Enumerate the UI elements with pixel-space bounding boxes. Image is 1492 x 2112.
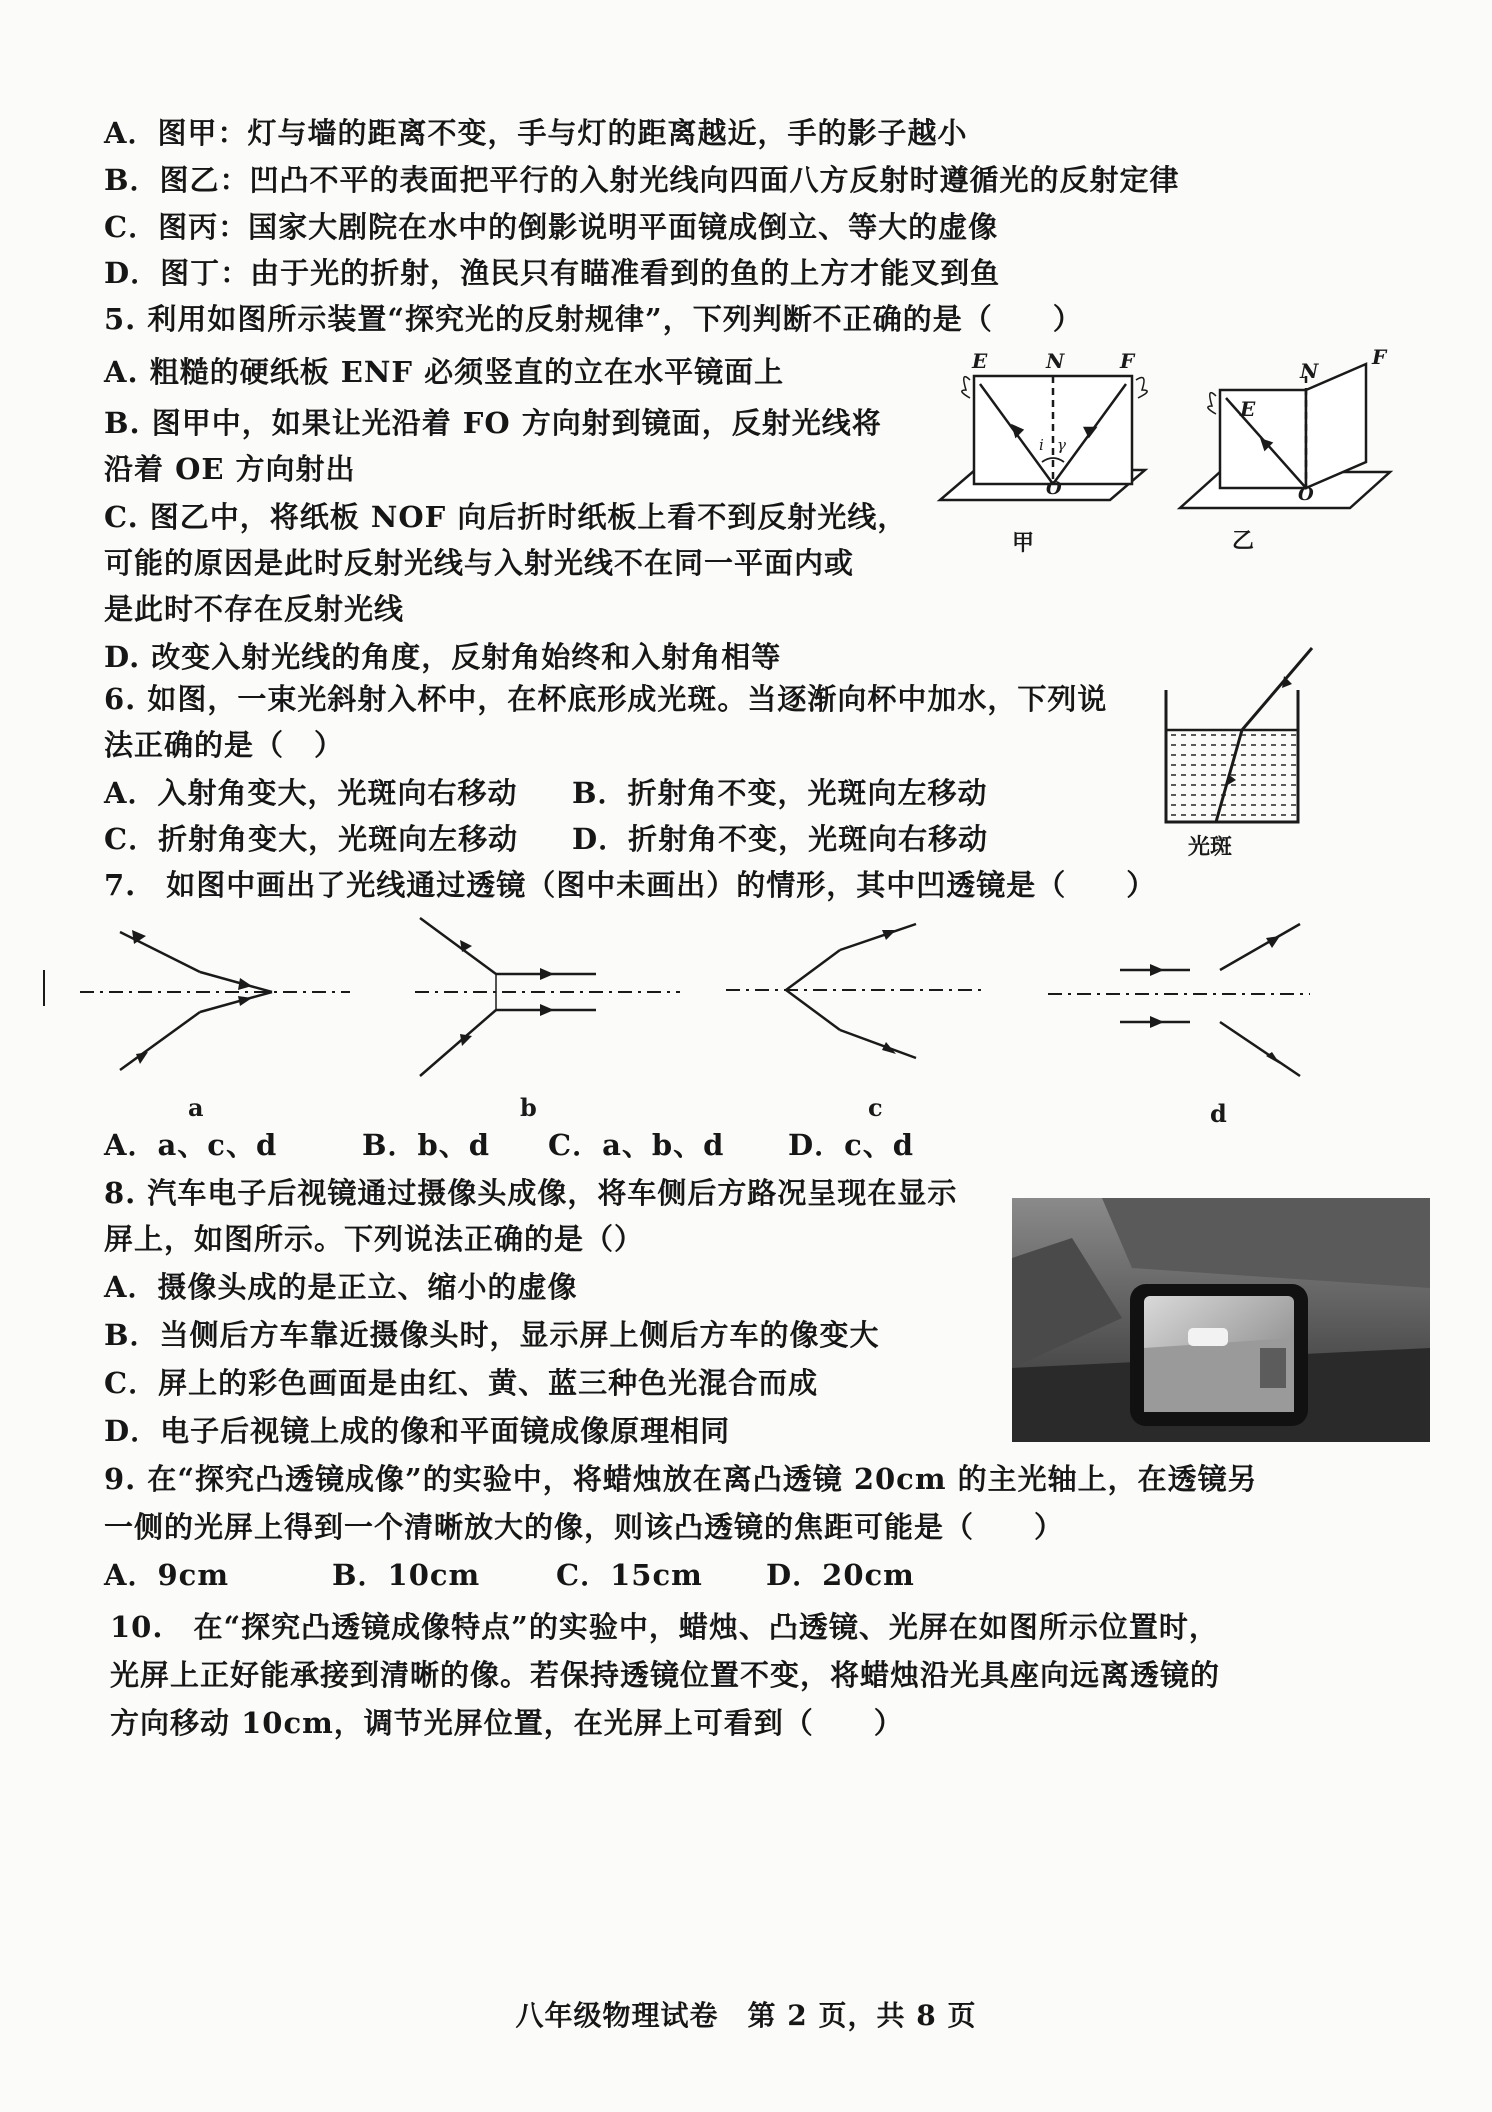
q4-option-b: B．图乙：凹凸不平的表面把平行的入射光线向四面八方反射时遵循光的反射定律 — [104, 163, 1180, 197]
q5-option-d: D. 改变入射光线的角度，反射角始终和入射角相等 — [104, 640, 782, 674]
q5-option-c: C. 图乙中，将纸板 NOF 向后折时纸板上看不到反射光线， — [104, 500, 908, 534]
q5-figure — [920, 345, 1420, 570]
q9-option-c: C．15cm — [556, 1558, 703, 1592]
q9-stem-line1: 9. 在“探究凸透镜成像”的实验中，将蜡烛放在离凸透镜 20cm 的主光轴上，在透镜另 — [104, 1462, 1258, 1496]
fig-jia-angle-r: γ — [1057, 436, 1066, 454]
q8-option-b: B．当侧后方车靠近摄像头时，显示屏上侧后方车的像变大 — [104, 1318, 880, 1352]
q8-option-c: C．屏上的彩色画面是由红、黄、蓝三种色光混合而成 — [104, 1366, 819, 1400]
fig-jia-angle-i: i — [1039, 436, 1044, 454]
q7-stem: 7. 如图中画出了光线通过透镜（图中未画出）的情形，其中凹透镜是（ ） — [104, 868, 1157, 902]
q5-stem: 5. 利用如图所示装置“探究光的反射规律”，下列判断不正确的是（ ） — [104, 302, 1083, 336]
fig-jia-label-o: O — [1046, 478, 1062, 499]
q7-option-d: D．c、d — [788, 1128, 915, 1162]
fig-yi-label-e: E — [1240, 397, 1256, 421]
q10-stem-line3: 方向移动 10cm，调节光屏位置，在光屏上可看到（ ） — [110, 1706, 904, 1740]
q7-label-b: b — [520, 1093, 537, 1122]
q6-fig-label-spot: 光斑 — [1188, 834, 1233, 860]
q4-option-a: A．图甲：灯与墙的距离不变，手与灯的距离越近，手的影子越小 — [104, 116, 968, 150]
q9-option-a: A．9cm — [104, 1558, 230, 1592]
q4-option-c: C．图丙：国家大剧院在水中的倒影说明平面镜成倒立、等大的虚像 — [104, 210, 999, 244]
q8-photo — [1012, 1198, 1430, 1442]
q6-figure — [1160, 640, 1320, 860]
q7-option-b: B．b、d — [362, 1128, 491, 1162]
q10-stem-line2: 光屏上正好能承接到清晰的像。若保持透镜位置不变，将蜡烛沿光具座向远离透镜的 — [110, 1658, 1221, 1692]
q6-stem-line1: 6. 如图，一束光斜射入杯中，在杯底形成光斑。当逐渐向杯中加水，下列说 — [104, 682, 1108, 716]
fig-jia-label-n: N — [1046, 349, 1065, 373]
q9-option-b: B．10cm — [332, 1558, 481, 1592]
q6-option-d: D．折射角不变，光斑向右移动 — [572, 822, 989, 856]
fig-jia-label-e: E — [972, 349, 988, 373]
q5-option-b-cont: 沿着 OE 方向射出 — [104, 452, 356, 486]
q6-option-c: C．折射角变大，光斑向左移动 — [104, 822, 519, 856]
q4-option-d: D．图丁：由于光的折射，渔民只有瞄准看到的鱼的上方才能叉到鱼 — [104, 256, 1001, 290]
page-footer: 八年级物理试卷 第 2 页，共 8 页 — [515, 1999, 977, 2032]
q7-option-c: C．a、b、d — [548, 1128, 725, 1162]
q7-label-c: c — [868, 1093, 883, 1122]
q7-figure — [40, 910, 1440, 1130]
fig-yi-label-o: O — [1298, 484, 1314, 505]
fig-jia-label-f: F — [1120, 349, 1135, 373]
fig-yi-label-n: N — [1300, 359, 1319, 383]
q8-stem-line2: 屏上，如图所示。下列说法正确的是（） — [104, 1222, 645, 1256]
fig-jia-caption: 甲 — [1012, 530, 1035, 556]
figure-yi — [1180, 364, 1390, 508]
q8-option-d: D．电子后视镜上成的像和平面镜成像原理相同 — [104, 1414, 731, 1448]
q9-stem-line2: 一侧的光屏上得到一个清晰放大的像，则该凸透镜的焦距可能是（ ） — [104, 1510, 1065, 1544]
q7-option-a: A．a、c、d — [104, 1128, 278, 1162]
q8-stem-line1: 8. 汽车电子后视镜通过摄像头成像，将车侧后方路况呈现在显示 — [104, 1176, 958, 1210]
fig-yi-caption: 乙 — [1232, 528, 1255, 554]
q5-option-a: A. 粗糙的硬纸板 ENF 必须竖直的立在水平镜面上 — [104, 355, 785, 389]
q5-option-c-cont2: 是此时不存在反射光线 — [104, 592, 405, 626]
q7-label-a: a — [188, 1093, 204, 1122]
q6-stem-line2: 法正确的是（ ） — [104, 728, 345, 762]
q10-stem-line1: 10. 在“探究凸透镜成像特点”的实验中，蜡烛、凸透镜、光屏在如图所示位置时， — [110, 1610, 1219, 1644]
q5-option-b: B. 图甲中，如果让光沿着 FO 方向射到镜面，反射光线将 — [104, 406, 882, 440]
q6-option-a: A．入射角变大，光斑向右移动 — [104, 776, 518, 810]
q7-label-d: d — [1210, 1099, 1227, 1128]
fig-yi-label-f: F — [1372, 345, 1387, 369]
q8-option-a: A．摄像头成的是正立、缩小的虚像 — [104, 1270, 578, 1304]
q6-option-b: B．折射角不变，光斑向左移动 — [572, 776, 988, 810]
q5-option-c-cont1: 可能的原因是此时反射光线与入射光线不在同一平面内或 — [104, 546, 855, 580]
q9-option-d: D．20cm — [766, 1558, 915, 1592]
